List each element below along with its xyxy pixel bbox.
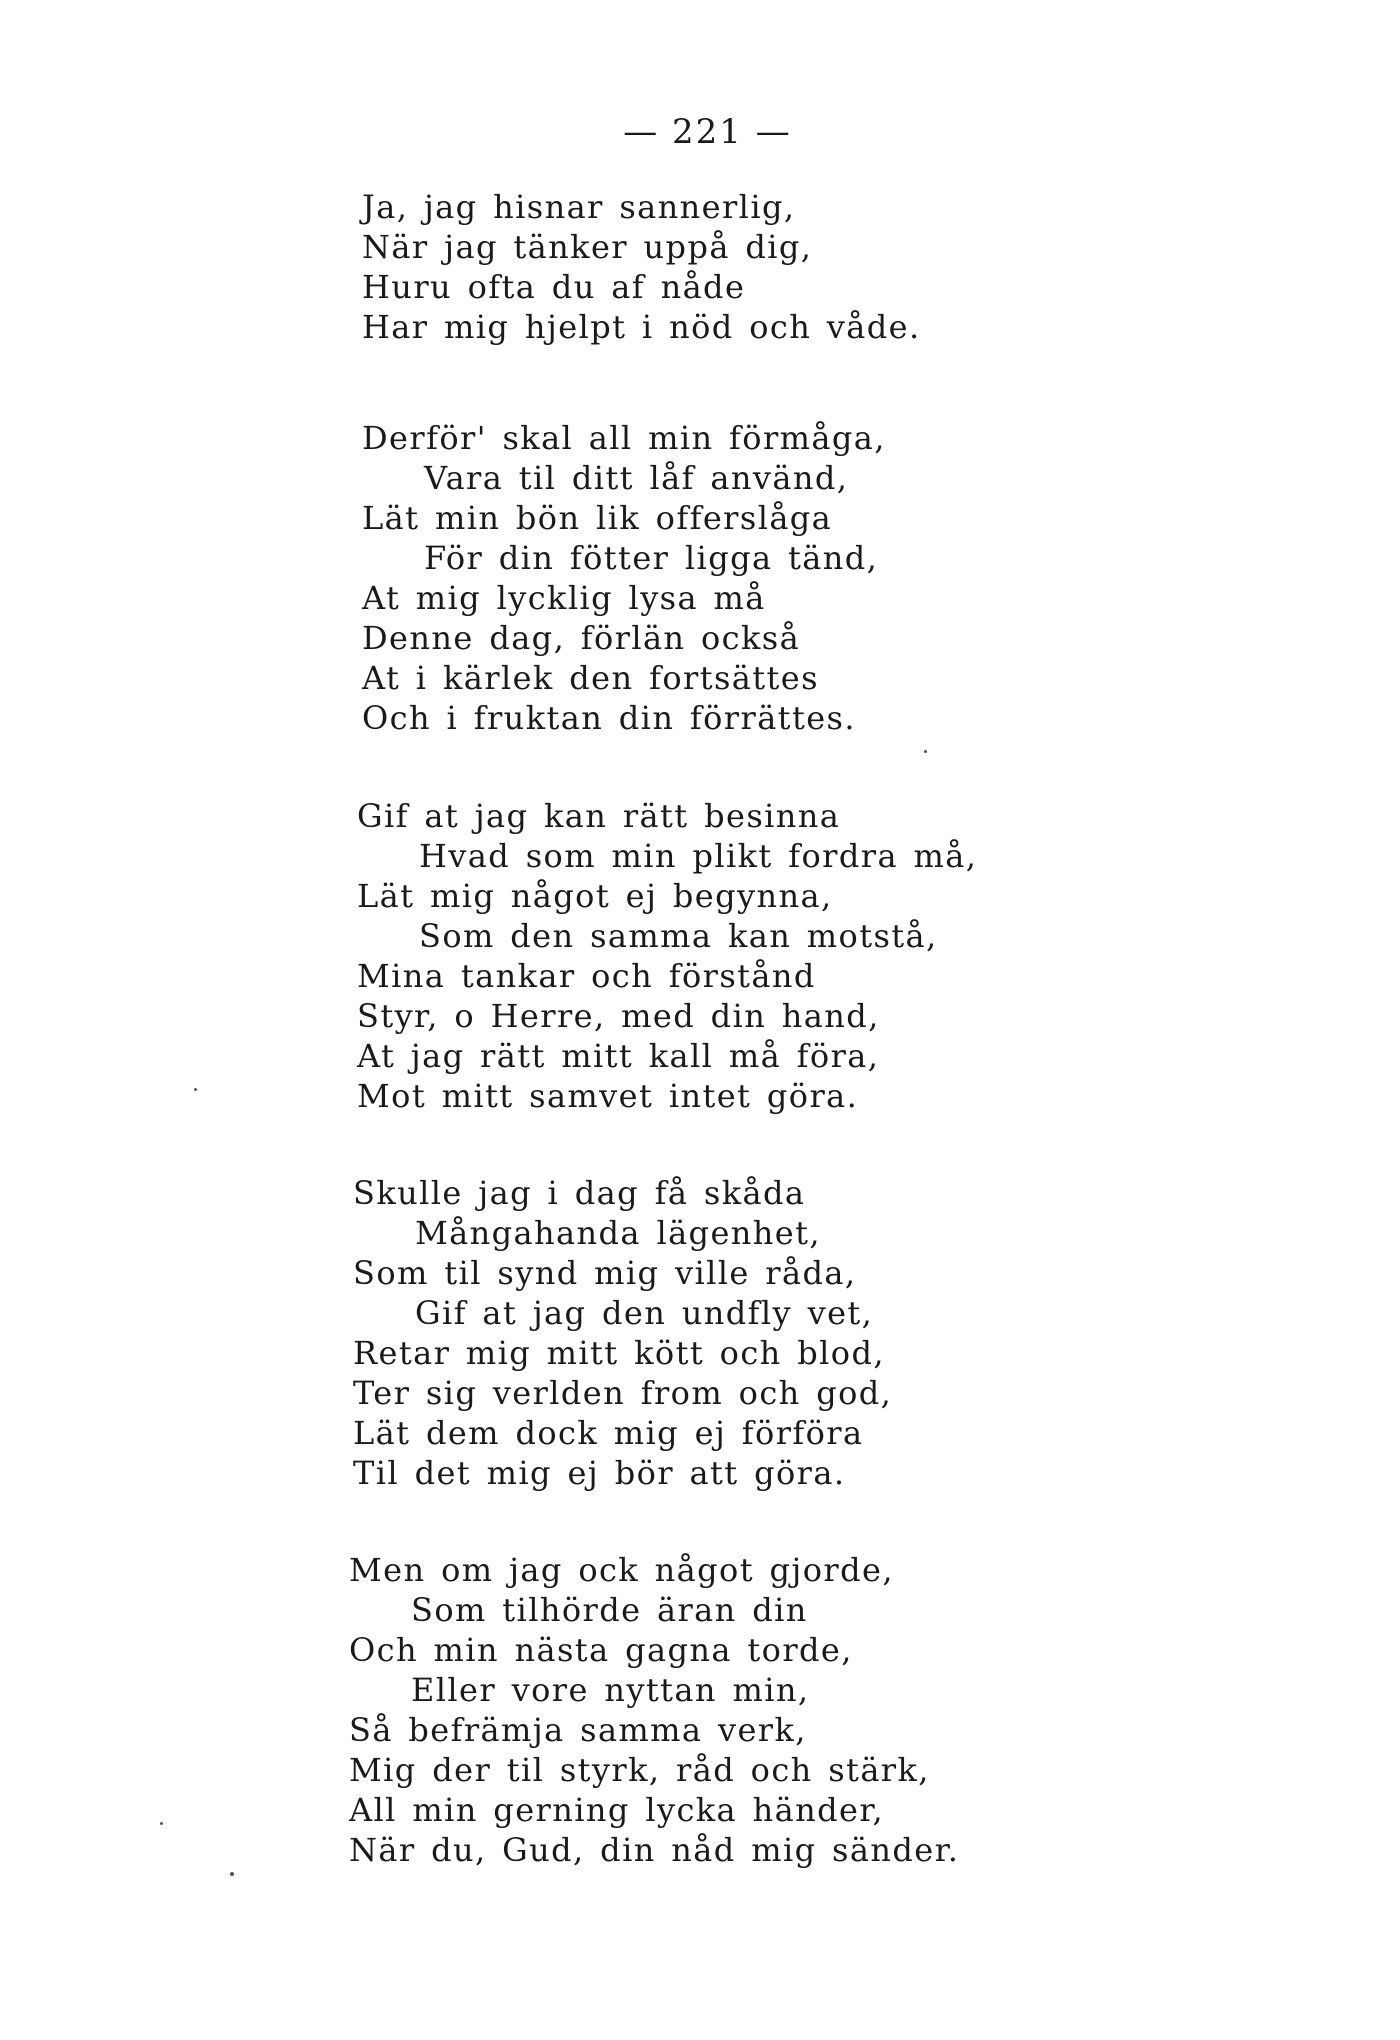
- verse-line: At i kärlek den fortsättes: [362, 659, 819, 697]
- stanza-5: [349, 1550, 959, 1870]
- verse-line: Ja, jag hisnar sannerlig,: [362, 188, 796, 226]
- verse-line: Som til synd mig ville råda,: [353, 1254, 857, 1292]
- verse-line: Lät min bön lik offerslåga: [362, 499, 833, 537]
- paper-speck: [160, 1822, 163, 1825]
- verse-line: Mig der til styrk, råd och stärk,: [349, 1751, 930, 1789]
- verse-line: Eller vore nyttan min,: [411, 1671, 810, 1709]
- verse-line: Mot mitt samvet intet göra.: [357, 1077, 859, 1115]
- verse-line: Ter sig verlden from och god,: [353, 1374, 893, 1412]
- stanza-3: [357, 796, 977, 1116]
- verse-line: Mina tankar och förstånd: [357, 957, 816, 995]
- verse-line: Mångahanda lägenhet,: [415, 1214, 821, 1252]
- verse-line: Gif at jag kan rätt besinna: [357, 797, 841, 835]
- paper-speck: [194, 1088, 197, 1091]
- verse-line: At jag rätt mitt kall må föra,: [357, 1037, 880, 1075]
- stanza-4: [353, 1173, 892, 1493]
- stanza-2: [362, 418, 886, 738]
- verse-line: Har mig hjelpt i nöd och våde.: [362, 308, 921, 346]
- verse-line: Gif at jag den undfly vet,: [415, 1294, 874, 1332]
- verse-line: Som den samma kan motstå,: [419, 917, 938, 955]
- verse-line: Denne dag, förlän också: [362, 619, 801, 657]
- verse-line: Til det mig ej bör att göra.: [353, 1454, 846, 1492]
- verse-line: Hvad som min plikt fordra må,: [419, 837, 978, 875]
- page-number: — 221 —: [623, 112, 792, 152]
- verse-line: Så befrämja samma verk,: [349, 1711, 807, 1749]
- verse-line: Lät dem dock mig ej förföra: [353, 1414, 864, 1452]
- verse-line: Och min nästa gagna torde,: [349, 1631, 853, 1669]
- verse-line: Huru ofta du af nåde: [362, 268, 746, 306]
- paper-speck: [924, 750, 927, 753]
- verse-line: När jag tänker uppå dig,: [362, 228, 813, 266]
- verse-line: Som tilhörde äran din: [411, 1591, 808, 1629]
- stanza-1: [362, 187, 921, 347]
- verse-line: Retar mig mitt kött och blod,: [353, 1334, 885, 1372]
- paper-speck: [230, 1872, 234, 1876]
- verse-line: Styr, o Herre, med din hand,: [357, 997, 880, 1035]
- verse-line: Vara til ditt låf använd,: [424, 459, 849, 497]
- verse-line: Skulle jag i dag få skåda: [353, 1174, 806, 1212]
- verse-line: För din fötter ligga tänd,: [424, 539, 879, 577]
- verse-line: All min gerning lycka händer,: [349, 1791, 885, 1829]
- verse-line: At mig lycklig lysa må: [362, 579, 766, 617]
- verse-line: Men om jag ock något gjorde,: [349, 1551, 894, 1589]
- verse-line: Lät mig något ej begynna,: [357, 877, 833, 915]
- verse-line: Derför' skal all min förmåga,: [362, 419, 886, 457]
- verse-line: När du, Gud, din nåd mig sänder.: [349, 1831, 960, 1869]
- verse-line: Och i fruktan din förrättes.: [362, 699, 856, 737]
